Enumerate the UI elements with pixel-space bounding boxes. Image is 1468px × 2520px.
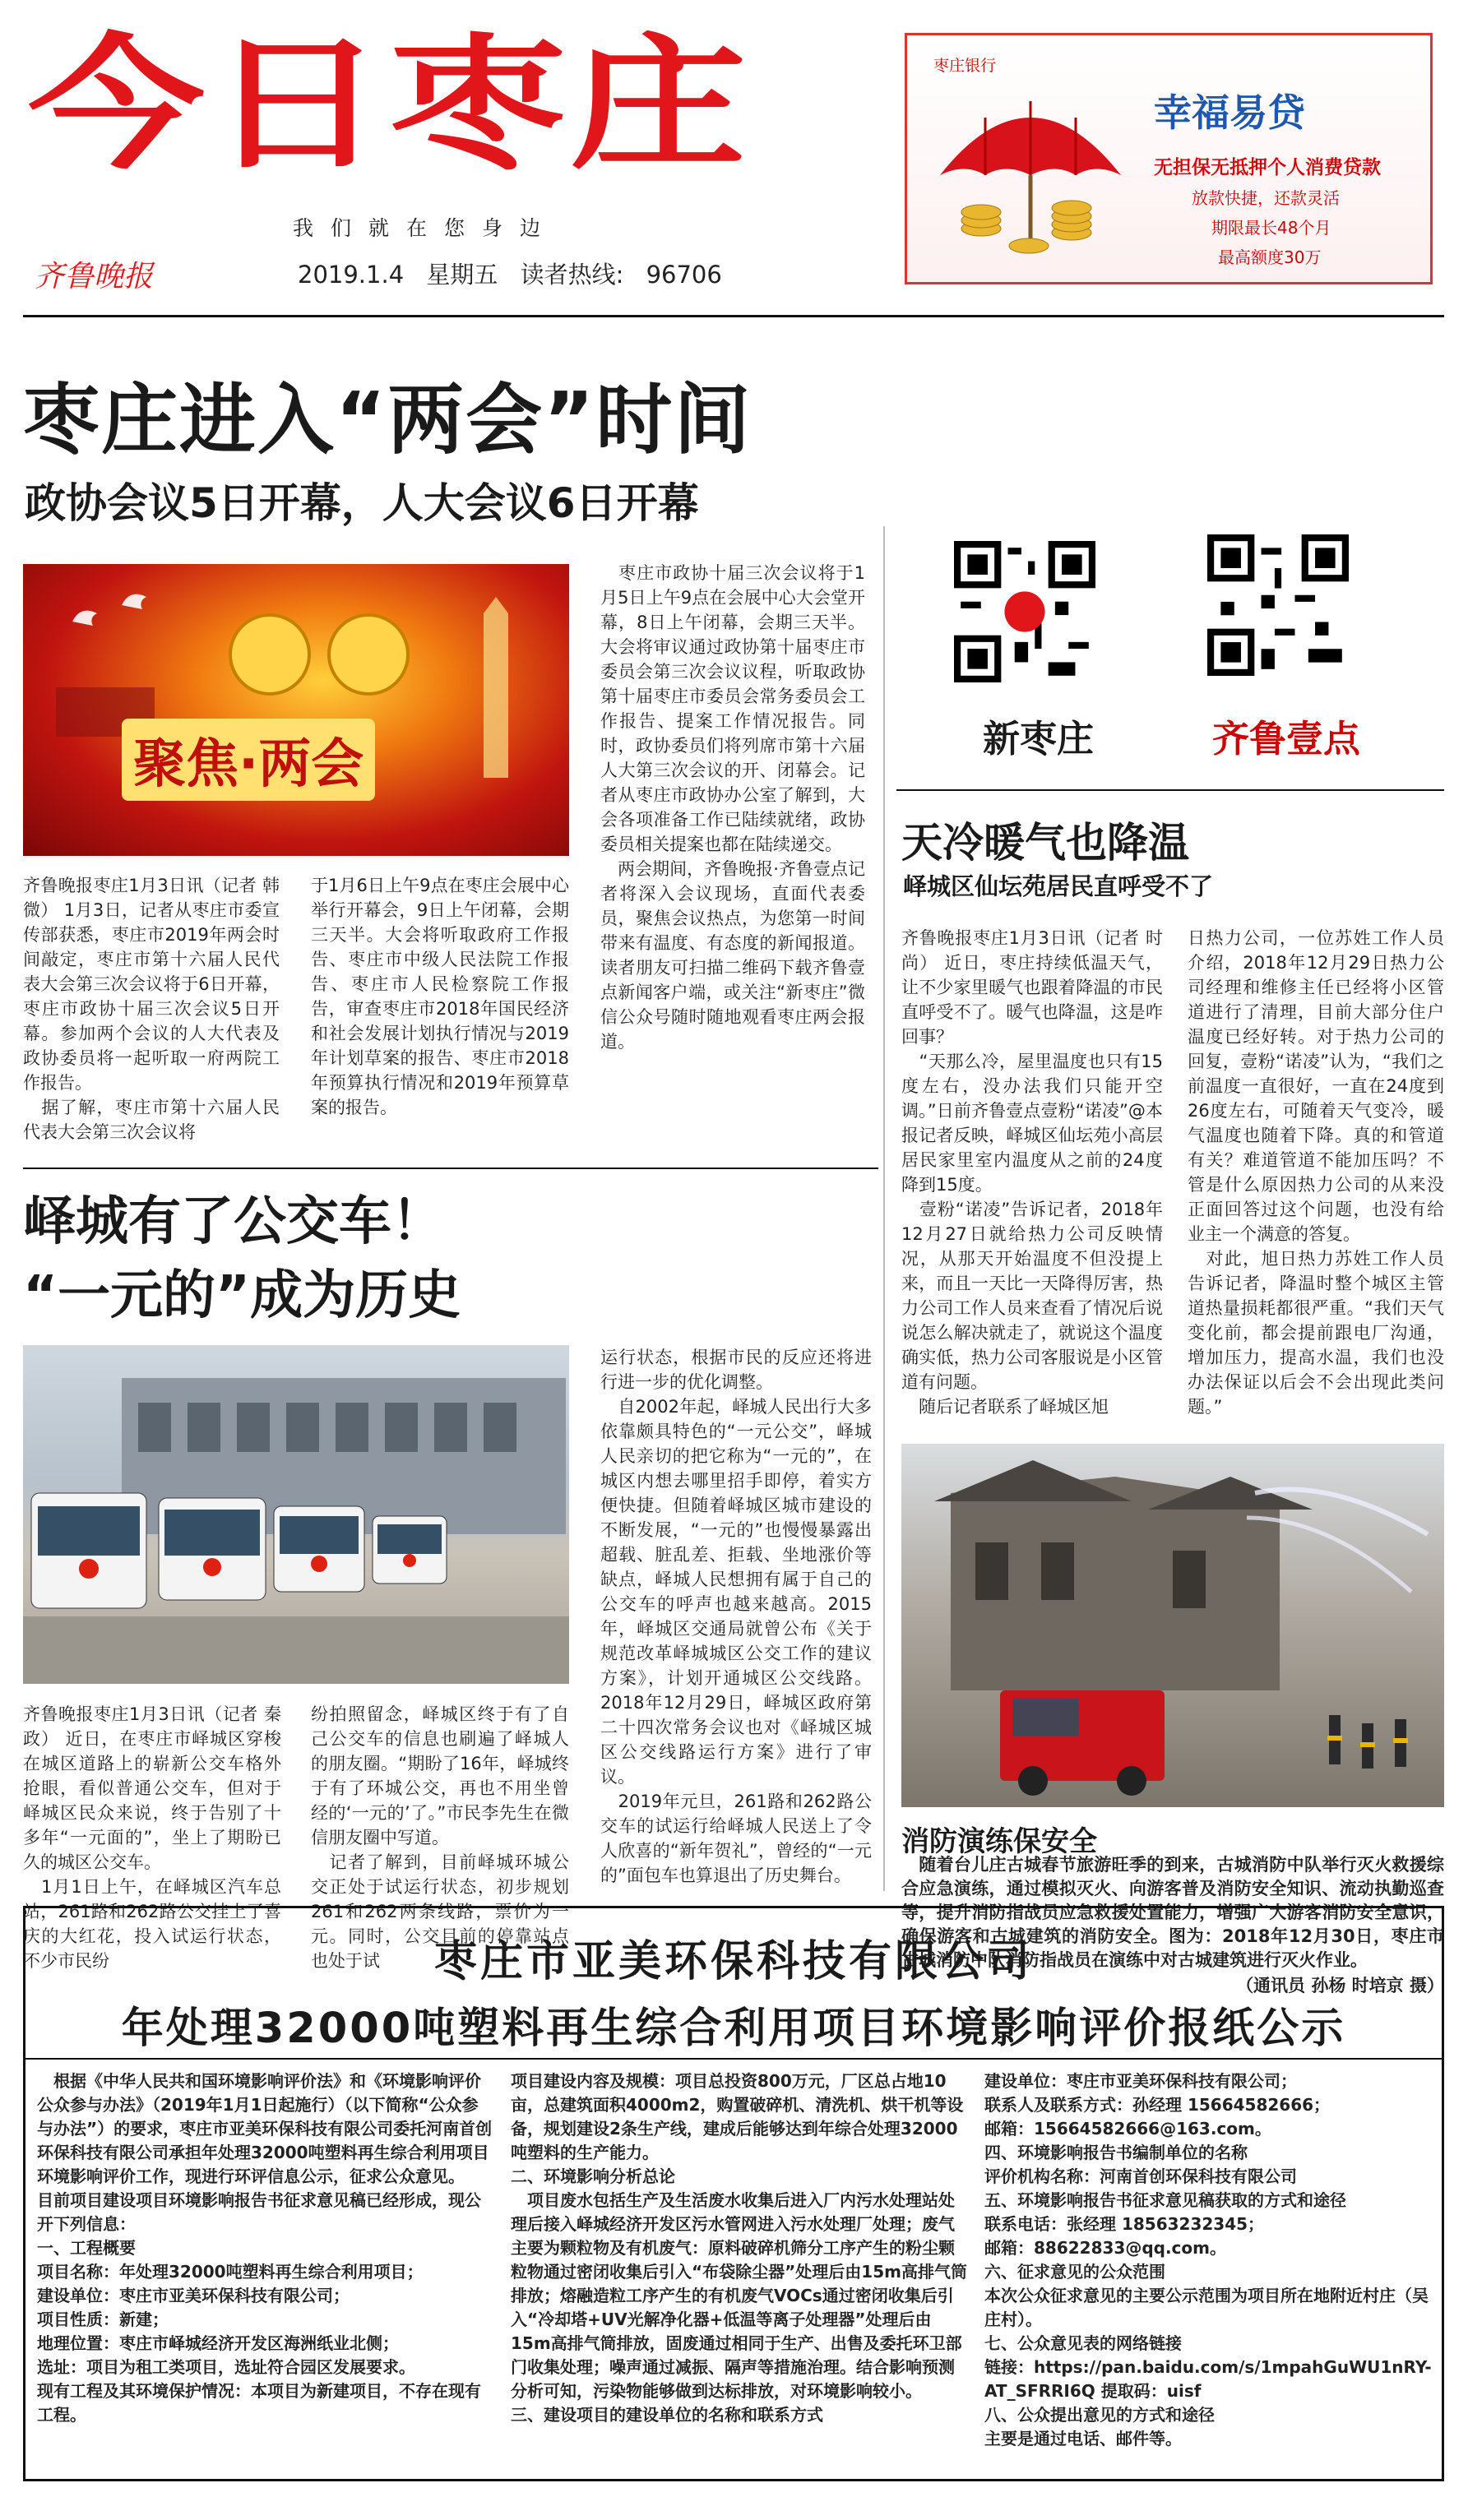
column-divider	[883, 526, 885, 1891]
lead-column-1: 齐鲁晚报枣庄1月3日讯（记者 韩微） 1月3日，记者从枣庄市委宣传部获悉，枣庄市2019年两会时间敲定，枣庄市第十六届人民代表大会第三次会议将于6日开幕，枣庄市政协十届三次会议5日开幕。参加两个会议的人大代表及政协委员将一起听取一府两院工作报告。 据了解，枣庄市第十六届人民代表大会第三次会议将	[23, 876, 280, 1142]
weather-column-2: 日热力公司，一位苏姓工作人员介绍，2018年12月29日热力公司经理和维修主任已经将小区管道进行了清理，目前大部分住户温度已经好转。对于热力公司的回复，壹粉“诺凌”认为，“我们之前温度一直很好，一直在24度到26度左右，可随着天气变冷，暖气温度也随着下降。真的和管道有关？难道管道不能加压吗？不管是什么原因热力公司的从来没正面回答过这个问题，也没有给业主一个满意的答复。 对此，旭日热力苏姓工作人员告诉记者，降温时整个城区主管道热量损耗都很严重。“我们天气变化前，都会提前跟电厂沟通，增加压力，提高水温，我们也没办法保证以后会不会出现此类问题。”	[1188, 928, 1444, 1417]
bank-advertisement	[905, 33, 1433, 284]
fire-drill-graphics	[901, 1444, 1444, 1807]
ad-line-2: 放款快捷，还款灵活	[1192, 188, 1340, 208]
weather-column-1: 齐鲁晚报枣庄1月3日讯（记者 时尚） 近日，枣庄持续低温天气，让不少家里暖气也跟着降温的市民直呼受不了。暖气也降温，这是咋回事？ “天那么冷，屋里温度也只有15度左右，没办法我们只能开空调。”日前齐鲁壹点壹粉“诺凌”@本报记者反映，峄城区仙坛苑小高层居民家里室内温度从之前的24度降到15度。 壹粉“诺凌”告诉记者，2018年12月27日就给热力公司反映情况，从那天开始温度不但没提上来，而且一天比一天降得厉害，热力公司工作人员来查看了情况后说说怎么解决就走了，就说这个温度确实低，热力公司客服说是小区管道有问题。 随后记者联系了峄城区旭	[901, 928, 1163, 1417]
fire-credit: （通讯员 孙杨 时培京 摄）	[1236, 1976, 1444, 1995]
weather-headline: 天冷暖气也降温	[901, 819, 1189, 867]
bus-column-3: 运行状态，根据市民的反应还将进行进一步的优化调整。 自2002年起，峄城人民出行大多依靠颇具特色的“一元公交”，峄城人民亲切的把它称为“一元的”，在城区内想去哪里招手即停，着实方便快捷。但随着峄城区城市建设的不断发展，“一元的”也慢慢暴露出超载、脏乱差、拒载、坐地涨价等缺点，峄城人民想拥有属于自己的公交车的呼声也越来越高。2015年，峄城区交通局就曾公布《关于规范改革峄城城区公交工作的建议方案》，计划开通城区公交线路。2018年12月29日，峄城区政府第二十四次常务会议也对《峄城区城区公交线路运行方案》进行了审议。 2019年元旦，261路和262路公交车的试运行给峄城人民送上了令人欣喜的“新年贺礼”，曾经的“一元的”面包车也算退出了历史舞台。	[600, 1348, 872, 1885]
lead-column-2: 于1月6日上午9点在枣庄会展中心举行开幕会，9日上午闭幕，会期三天半。大会将听取政府工作报告、枣庄市中级人民法院工作报告、枣庄市人民检察院工作报告，审查枣庄市2018年国民经济和社会发展计划执行情况与2019年计划草案的报告、枣庄市2018年预算执行情况和2019年预算草案的报告。	[311, 876, 569, 1117]
qr-code-xinzaozhuang	[954, 541, 1095, 682]
lead-photo-text: 聚焦·两会	[122, 719, 375, 801]
fire-text: 随着台儿庄古城春节旅游旺季的到来，古城消防中队举行灭火救援综合应急演练，通过模拟灭火、向游客普及消防安全知识、流动执勤巡查等，提升消防指战员应急救援处置能力，增强广大游客消防安全意识，确保游客和古城建筑的消防安全。图为：2018年12月30日，枣庄市古城消防中队消防指战员在演练中对古城建筑进行灭火作业。	[901, 1855, 1444, 1970]
qr-pattern	[1207, 534, 1349, 676]
masthead-title: 今日枣庄	[28, 21, 751, 189]
ad-line-4: 最高额度30万	[1218, 247, 1322, 267]
brand-logo: 齐鲁晚报	[35, 260, 154, 294]
fire-caption: 消防演练保安全	[901, 1825, 1097, 1858]
qr-label-1: 新枣庄	[983, 717, 1095, 761]
fire-drill-photo	[901, 1444, 1444, 1807]
notice-divider	[25, 2058, 1442, 2060]
qr-label-2: 齐鲁壹点	[1212, 717, 1361, 761]
bus-photo	[23, 1345, 569, 1684]
lead-photo	[23, 564, 569, 856]
notice-column-2: 项目建设内容及规模：项目总投资800万元，厂区总占地10亩，总建筑面积4000m2，购置破碎机、清洗机、烘干机等设备，规划建设2条生产线，建成后能够达到年综合处理32000吨塑料的生产能力。 二、环境影响分析总论 项目废水包括生产及生活废水收集后进入厂内污水处理站处理后接入峄城经济开发区污水管网进入污水处理厂处理；废气主要为颗粒物及有机废气：原料破碎机筛分工序产生的粉尘颗粒物通过密闭收集后引入“布袋除尘器”处理后由15m高排气筒排放；熔融造粒工序产生的有机废气VOCs通过密闭收集后引入“冷却塔+UV光解净化器+低温等离子处理器”处理后由15m高排气筒排放，固废通过相同于生产、出售及委托环卫部门收集处理；噪声通过减振、隔声等措施治理。结合影响预测分析可知，污染物能够做到达标排放，对环境影响较小。 三、建设项目的建设单位的名称和联系方式	[511, 2071, 967, 2425]
ad-title: 幸福易贷	[1154, 90, 1305, 135]
bus-photo-graphics	[23, 1345, 569, 1684]
environmental-notice	[23, 1906, 1444, 2481]
weather-divider	[896, 789, 1444, 791]
qr-pattern	[954, 541, 1095, 682]
bus-column-1: 齐鲁晚报枣庄1月3日讯（记者 秦政） 近日，在枣庄市峄城区穿梭在城区道路上的崭新公交车格外抢眼，看似普通公交车，但对于峄城区民众来说，终于告别了十多年“一元面的”，坐上了期盼已久的城区公交车。 1月1日上午，在峄城区汽车总站，261路和262路公交挂上了喜庆的大红花，投入试运行状态，不少市民纷	[23, 1704, 281, 1971]
notice-column-1: 根据《中华人民共和国环境影响评价法》和《环境影响评价公众参与办法》（2019年1月1日起施行）（以下简称“公众参与办法”）的要求，枣庄市亚美环保科技有限公司委托河南首创环保科技有限公司承担年处理32000吨塑料再生综合利用项目环境影响评价工作，现进行环评信息公示，征求公众意见。 目前项目建设项目环境影响报告书征求意见稿已经形成，现公开下列信息： 一、工程概要 项目名称：年处理32000吨塑料再生综合利用项目； 建设单位：枣庄市亚美环保科技有限公司； 项目性质：新建； 地理位置：枣庄市峄城经济开发区海洲纸业北侧； 选址：项目为租工类项目，选址符合园区发展要求。 现有工程及其环境保护情况：本项目为新建项目，不存在现有工程。	[37, 2071, 493, 2425]
issue-date: 2019.1.4	[298, 261, 405, 289]
bus-column-2: 纷拍照留念，峄城区终于有了自己公交车的信息也刷遍了峄城人的朋友圈。“期盼了16年，峄城终于有了环城公交，再也不用坐曾经的‘一元的’了。”市民李先生在微信朋友圈中写道。 记者了解到，目前峄城环城公交正处于试运行状态，初步规划261和262两条线路，票价为一元。同时，公交目前的停靠站点也处于试	[311, 1704, 569, 1971]
lead-headline: 枣庄进入“两会”时间	[23, 376, 753, 465]
bus-headline-1: 峄城有了公交车！	[23, 1191, 444, 1252]
ad-line-3: 期限最长48个月	[1211, 218, 1331, 238]
notice-title-2: 年处理32000吨塑料再生综合利用项目环境影响评价报纸公示	[121, 2004, 1346, 2053]
reader-hotline: 读者热线: 96706	[520, 261, 722, 289]
header-divider	[23, 315, 1444, 317]
masthead-slogan: 我们就在您身边	[293, 216, 558, 240]
issue-weekday: 星期五	[426, 261, 498, 289]
lead-column-3: 枣庄市政协十届三次会议将于1月5日上午9点在会展中心大会堂开幕，8日上午闭幕，会期三天半。大会将审议通过政协第十届枣庄市委员会第三次会议议程，听取政协第十届枣庄市委员会常务委员会工作报告、提案工作情况报告。同时，政协委员们将列席市第十六届人大第三次会议的开、闭幕会。记者从枣庄市政协办公室了解到，大会各项准备工作已陆续就绪，政协委员相关提案也都在陆续递交。 两会期间，齐鲁晚报·齐鲁壹点记者将深入会议现场，直面代表委员，聚焦会议热点，为您第一时间带来有温度、有态度的新闻报道。读者朋友可扫描二维码下载齐鲁壹点新闻客户端，或关注“新枣庄”微信公众号随时随地观看枣庄两会报道。	[600, 563, 865, 1052]
notice-title-1: 枣庄市亚美环保科技有限公司	[433, 1937, 1033, 1986]
lead-photo-graphics	[23, 564, 569, 856]
bus-divider	[23, 1168, 878, 1169]
notice-column-3: 建设单位：枣庄市亚美环保科技有限公司； 联系人及联系方式：孙经理 15664582666； 邮箱：15664582666@163.com。 四、环境影响报告书编制单位的名称 评价机构名称：河南首创环保科技有限公司 五、环境影响报告书征求意见稿获取的方式和途径 联系电话：张经理 18563232345； 邮箱：88622833@qq.com。 六、征求意见的公众范围 本次公众征求意见的主要公示范围为项目所在地附近村庄（吴庄村）。 七、公众意见表的网络链接 链接：https://pan.baidu.com/s/1mpahGuWU1nRY-AT_SFRRI6Q 提取码：uisf 八、公众提出意见的方式和途径 主要是通过电话、邮件等。	[984, 2071, 1432, 2448]
bus-headline-2: “一元的”成为历史	[23, 1265, 461, 1326]
lead-subhead: 政协会议5日开幕，人大会议6日开幕	[25, 479, 699, 527]
qr-code-qilu-yidian	[1207, 534, 1349, 676]
dateline	[298, 257, 722, 290]
umbrella-illustration	[932, 85, 1129, 257]
ad-line-1: 无担保无抵押个人消费贷款	[1154, 157, 1381, 178]
weather-subhead: 峄城区仙坛苑居民直呼受不了	[903, 872, 1214, 900]
bank-name: 枣庄银行	[933, 57, 997, 75]
